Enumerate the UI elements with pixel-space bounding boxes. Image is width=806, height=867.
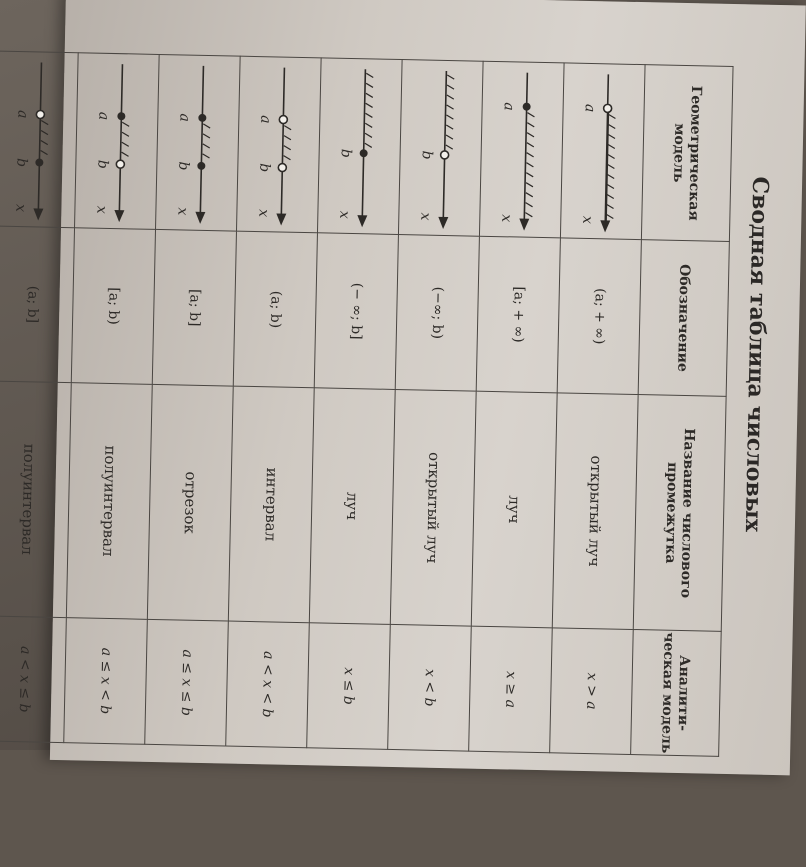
number-line-diagram [166, 57, 230, 228]
header-name: Название числового промежутка [633, 395, 726, 632]
axis-label-x: x [498, 214, 515, 223]
notation-cell: (a; b) [233, 231, 317, 388]
notation-cell: [a; b) [71, 228, 155, 385]
point-label-b: b [94, 159, 111, 169]
table-row [307, 58, 402, 750]
axis-label-x: x [579, 215, 596, 225]
notation-cell: [a; + ∞) [476, 236, 560, 393]
table-header-row [631, 65, 733, 757]
table-row [226, 56, 321, 748]
header-geometric: Геометрическая модель [641, 65, 733, 242]
notation-cell: [a; b] [152, 229, 236, 386]
point-label-a: a [500, 102, 517, 111]
page-title: Сводная таблица числовых [739, 176, 774, 533]
analytic-model-cell: a < x < b [226, 621, 310, 748]
table-row [550, 63, 645, 755]
axis-label-x: x [336, 210, 353, 219]
point-label-a: a [176, 113, 193, 123]
number-line-diagram [328, 61, 392, 232]
analytic-model-cell: x > a [550, 628, 634, 755]
axis-label-x: x [174, 207, 191, 216]
interval-name-cell: открытый луч [390, 389, 476, 626]
point-label-b: b [337, 148, 354, 159]
number-line-diagram [247, 59, 311, 230]
table-row [469, 61, 564, 753]
point-label-b: b [175, 161, 192, 171]
interval-name-cell: полуинтервал [0, 381, 71, 618]
point-label-b: b [418, 150, 435, 160]
interval-name-cell: луч [309, 388, 395, 625]
point-label-b: b [13, 157, 30, 168]
analytic-model-cell: a ≤ x < b [64, 618, 148, 745]
notation-cell: (− ∞; b] [314, 233, 398, 390]
table-row [64, 53, 159, 745]
notation-cell: (a; + ∞) [557, 238, 641, 395]
analytic-model-cell: a ≤ x ≤ b [145, 619, 229, 746]
axis-label-x: x [255, 209, 272, 218]
point-label-b: b [256, 163, 273, 173]
notation-cell: (a; b] [0, 226, 75, 383]
axis-label-x: x [417, 212, 434, 221]
number-line-diagram [85, 55, 149, 226]
geometric-model-cell [479, 61, 564, 238]
analytic-model-cell: x ≤ b [307, 623, 391, 750]
geometric-model-cell [156, 54, 241, 231]
header-notation: Обозначение [638, 240, 729, 397]
geometric-model-cell [0, 51, 78, 228]
analytic-model-cell: a < x ≤ b [0, 616, 66, 743]
header-analytic: Аналити-ческая модель [631, 630, 722, 757]
point-label-a: a [95, 111, 112, 121]
analytic-model-cell: x < b [388, 624, 472, 751]
number-line-diagram [4, 54, 68, 225]
table-row [145, 54, 240, 746]
geometric-model-cell [398, 60, 483, 237]
axis-label-x: x [12, 203, 29, 213]
interval-name-cell: луч [471, 391, 557, 628]
geometric-model-cell [75, 53, 160, 230]
table-row [388, 60, 483, 752]
point-label-a: a [257, 115, 274, 124]
interval-name-cell: полуинтервал [66, 383, 152, 620]
interval-name-cell: интервал [228, 386, 314, 623]
geometric-model-cell [236, 56, 321, 233]
interval-name-cell: открытый луч [552, 393, 638, 630]
axis-label-x: x [93, 205, 110, 214]
geometric-model-cell [560, 63, 645, 240]
point-label-a: a [581, 103, 598, 113]
geometric-model-cell [317, 58, 402, 235]
textbook-page [12, 0, 806, 775]
number-line-diagram [409, 62, 473, 233]
analytic-model-cell: x ≥ a [469, 626, 553, 753]
number-line-diagram [490, 64, 554, 235]
point-label-a: a [14, 109, 31, 119]
interval-name-cell: отрезок [147, 384, 233, 621]
notation-cell: (−∞; b) [395, 235, 479, 392]
number-intervals-table [0, 51, 734, 757]
rotated-table-container [12, 52, 774, 756]
number-line-diagram [571, 66, 635, 237]
